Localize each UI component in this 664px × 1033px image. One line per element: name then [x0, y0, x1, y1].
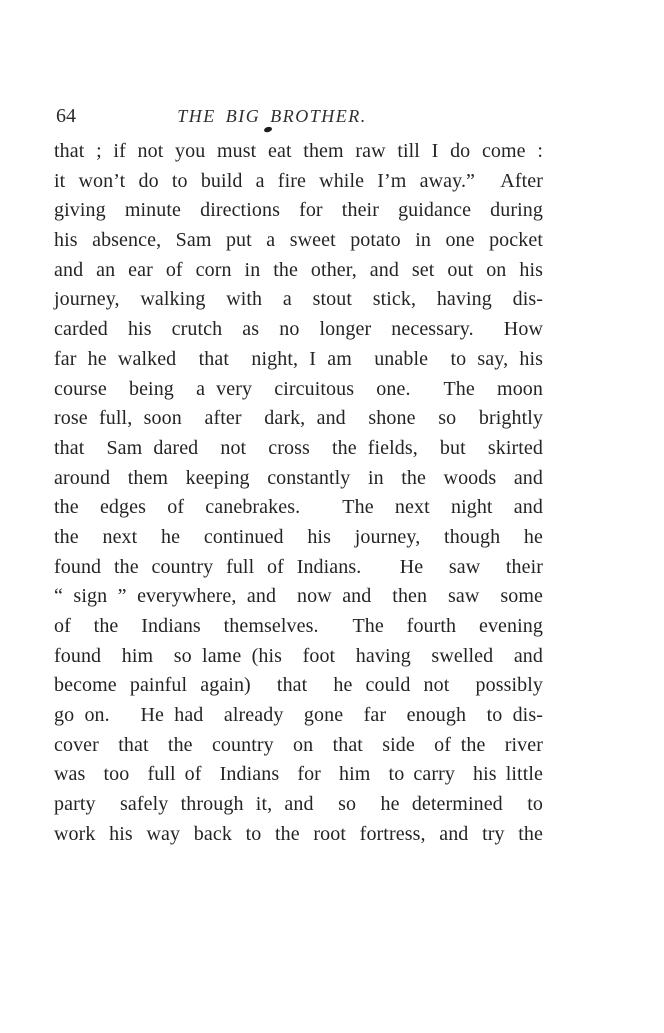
text-line: cover that the country on that side of the river [54, 733, 543, 756]
text-line: the edges of canebrakes. The next night and [54, 496, 543, 519]
page-number: 64 [56, 105, 76, 127]
text-line: journey, walking with a stout stick, having dis- [54, 288, 543, 311]
text-line: course being a very circuitous one. The moon [54, 377, 543, 400]
text-line: far he walked that night, I am unable to say, his [54, 347, 543, 370]
text-line: and an ear of corn in the other, and set out on his [54, 258, 543, 281]
ink-blot-mark [264, 126, 273, 133]
text-line: around them keeping constantly in the woods and [54, 466, 543, 489]
text-line: rose full, soon after dark, and shone so brightly [54, 407, 543, 430]
text-line: it won’t do to build a fire while I’m away.” After [54, 169, 543, 192]
text-line: of the Indians themselves. The fourth evening [54, 615, 543, 637]
text-line: “ sign ” everywhere, and now and then saw some [54, 585, 543, 608]
text-line: was too full of Indians for him to carry his little [54, 763, 543, 786]
running-head: THE BIG BROTHER. [177, 106, 367, 126]
page-header [0, 103, 664, 129]
text-line: that ; if not you must eat them raw till I do come : [54, 140, 543, 162]
body-text [54, 137, 543, 850]
text-line: become painful again) that he could not possibly [54, 674, 543, 697]
text-line: carded his crutch as no longer necessary. How [54, 318, 543, 341]
text-line: work his way back to the root fortress, and try the [54, 822, 543, 845]
text-line: party safely through it, and so he determined to [54, 793, 543, 816]
text-line: found the country full of Indians. He saw their [54, 555, 543, 578]
text-line: his absence, Sam put a sweet potato in one pocket [54, 229, 543, 252]
text-line: giving minute directions for their guidance during [54, 199, 543, 222]
text-line: that Sam dared not cross the fields, but skirted [54, 436, 543, 459]
text-line: the next he continued his journey, though he [54, 525, 543, 548]
text-line: found him so lame (his foot having swelled and [54, 644, 543, 667]
text-line: go on. He had already gone far enough to dis- [54, 704, 543, 727]
